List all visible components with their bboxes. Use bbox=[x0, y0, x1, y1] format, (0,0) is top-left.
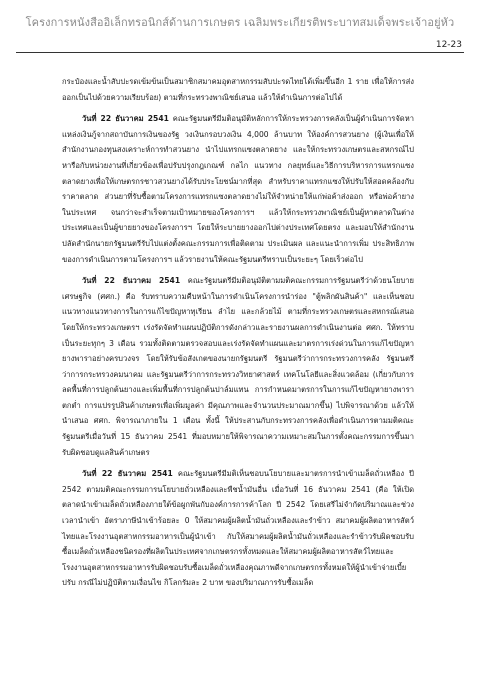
header-divider bbox=[16, 52, 464, 53]
paragraph-date: วันที่ 22 ธันวาคม 2541 bbox=[82, 469, 173, 479]
document-header-title: โครงการหนังสืออิเล็กทรอนิกส์ด้านการเกษตร เฉลิมพระเกียรติพระบาทสมเด็จพระเจ้าอยู่หัว bbox=[25, 16, 455, 29]
paragraph-economic-policy bbox=[62, 273, 414, 460]
paragraph-continuation bbox=[62, 74, 414, 105]
page-number: 12-23 bbox=[435, 40, 462, 50]
paragraph-text: คณะรัฐมนตรีมีมติอนุมัติตามมติคณะกรรมการรัฐมนตรีว่าด้วยนโยบายเศรษฐกิจ (ศศก.) คือ รับทราบความคืบหน้าในการดำเนินโครงการนำร่อง "ตู้พลิกผันสินค้า" และเห็นชอบแนวทางแนวทางการในการแก้ไขปัญหาทุเรียน ลำไย และกล้วยไม้ ตามที่กระทรวงเกษตรและสหกรณ์เสนอ โดยให้กระทรวงเกษตรฯ เร่งรัดจัดทำแผนปฏิบัติการดังกล่าวและรายงานผลการดำเนินงานต่อ ศศก. ให้ทราบเป็นระยะทุกๆ 3 เดือน รวมทั้งติดตามตรวจสอบและเร่งรัดจัดทำแผนและมาตรการเร่งด่วนในการแก้ไขปัญหายางพาราอย่างครบวงจร โดยให้รับข้อสังเกตของนายกรัฐมนตรี รัฐมนตรีว่าการกระทรวงการคลัง รัฐมนตรีว่าการกระทรวงคมนาคม และรัฐมนตรีว่าการกระทรวงวิทยาศาสตร์ เทคโนโลยีและสิ่งแวดล้อม (เกี่ยวกับการลดพื้นที่การปลูกต้นยางและเพิ่มพื้นที่การปลูกต้นปาล์มแทน การกำหนดมาตรการในการแก้ไขปัญหายางพาราตกต่ำ การแปรรูปสินค้าเกษตรเพื่อเพิ่มมูลค่า มีคุณภาพและจำนวนประมาณมากขึ้น) ไปพิจารณาด้วย แล้วให้นำเสนอ ศศก. พิจารณาภายใน 1 เดือน ทั้งนี้ ให้ประสานกับกระทรวงการคลังเพื่อดำเนินการตามมติคณะรัฐมนตรีเมื่อวันที่ 15 ธันวาคม 2541 ที่มอบหมายให้พิจารณาความเหมาะสมในการตั้งคณะกรรมการขึ้นมารับผิดชอบดูแลสินค้าเกษตร bbox=[62, 276, 414, 457]
document-body bbox=[62, 74, 414, 597]
paragraph-soybean-import bbox=[62, 466, 414, 591]
paragraph-date: วันที่ 22 ธันวาคม 2541 bbox=[82, 276, 181, 286]
paragraph-text: คณะรัฐมนตรีมีมติเห็นชอบนโยบายและมาตรการนำเข้าเมล็ดถั่วเหลือง ปี 2542 ตามมติคณะกรรมการนโยบายถั่วเหลืองและพืชน้ำมันอื่น เมื่อวันที่ 16 ธันวาคม 2541 (คือ ให้เปิดตลาดนำเข้าเมล็ดถั่วเหลืองภายใต้ข้อผูกพันกับองค์การการค้าโลก ปี 2542 โดยเสรีไม่จำกัดปริมาณและช่วงเวลานำเข้า อัตราภาษีนำเข้าร้อยละ 0 ให้สมาคมผู้ผลิตน้ำมันถั่วเหลืองและรำข้าว สมาคมผู้ผลิตอาหารสัตว์ไทยและโรงงานอุตสาหกรรมอาหารเป็นผู้นำเข้า กับให้สมาคมผู้ผลิตน้ำมันถั่วเหลืองและรำข้าวรับผิดชอบรับซื้อเมล็ดถั่วเหลืองชนิดรองที่ผลิตในประเทศจากเกษตรกรทั้งหมดและให้สมาคมผู้ผลิตอาหารสัตว์ไทยและโรงงานอุตสาหกรรมอาหารรับผิดชอบรับซื้อเมล็ดถั่วเหลืองคุณภาพดีจากเกษตรกรทั้งหมดให้ผู้นำเข้าจ่ายเบี้ยปรับ กรณีไม่ปฏิบัติตามเงื่อนไข กิโลกรัมละ 2 บาท ของปริมาณการรับซื้อเมล็ด bbox=[62, 469, 414, 588]
paragraph-text: กระป๋องและน้ำสับปะรดเข้มข้นเป็นสมาชิกสมาคมอุตสาหกรรมสับปะรดไทยได้เพิ่มขึ้นอีก 1 ราย เพื่อให้การส่งออกเป็นไปด้วยความเรียบร้อย) ตามที่กระทรวงพาณิชย์เสนอ แล้วให้ดำเนินการต่อไปได้ bbox=[62, 77, 414, 102]
paragraph-rubber-intervention bbox=[62, 111, 414, 267]
paragraph-text: คณะรัฐมนตรีมีมติอนุมัติหลักการให้กระทรวงการคลังเป็นผู้ดำเนินการจัดหาแหล่งเงินกู้จากสถาบันการเงินของรัฐ วงเงินกรอบวงเงิน 4,000 ล้านบาท ให้องค์การสวนยาง (ผู้เงินเพื่อให้สำนักงานกองทุนสงเคราะห์การทำสวนยาง นำไปแทรกแซงตลาดยาง และให้กระทรวงเกษตรและสหกรณ์ไปหารือกับหน่วยงานที่เกี่ยวข้องเพื่อปรับปรุงกฎเกณฑ์ กลไก แนวทาง กลยุทธ์และวิธีการบริหารการแทรกแซงตลาดยางเพื่อให้เกษตรกรชาวสวนยางได้รับประโยชน์มากที่สุด สำหรับราคาแทรกแซงให้ปรับให้สอดคล้องกับราคาตลาด ส่วนยาที่รับซื้อตามโครงการแทรกแซงตลาดยางไม่ให้จำหน่ายให้แก่พ่อค้าส่งออก หรือพ่อค้ายางในประเทศ จนกว่าจะสำเร็จตามเป้าหมายของโครงการฯ แล้วให้กระทรวงพาณิชย์เป็นผู้หาตลาดในต่างประเทศและเป็นผู้ขายยางของโครงการฯ โดยให้ระบายยางออกไปต่างประเทศโดยตรง และมอบให้สำนักงานปลัดสำนักนายกรัฐมนตรีรับไปแต่งตั้งคณะกรรมการเพื่อติดตาม ประเมินผล และแนะนำการเพิ่ม ประสิทธิภาพของการดำเนินการตามโครงการฯ แล้วรายงานให้คณะรัฐมนตรีทราบเป็นระยะๆ โดยเร็วต่อไป bbox=[62, 114, 414, 264]
paragraph-date: วันที่ 22 ธันวาคม 2541 bbox=[82, 114, 169, 124]
